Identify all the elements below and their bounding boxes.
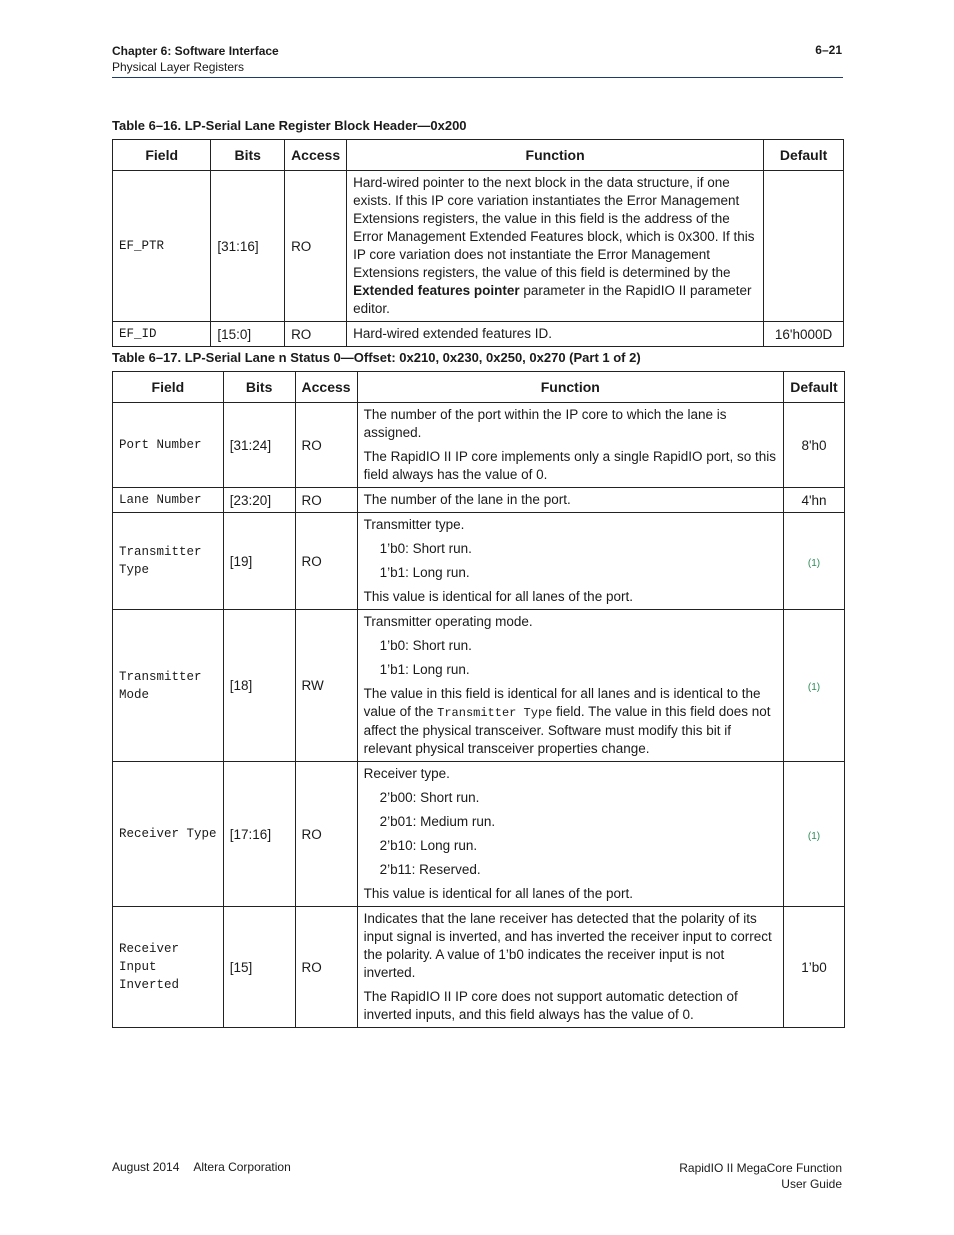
field-name: EF_ID bbox=[113, 322, 211, 347]
bits-cell: [31:16] bbox=[211, 171, 285, 322]
bits-cell: [15] bbox=[223, 907, 295, 1028]
default-cell: 16'h000D bbox=[764, 322, 844, 347]
option-item: 2’b01: Medium run. bbox=[379, 814, 496, 829]
option-item: 2’b11: Reserved. bbox=[379, 862, 481, 877]
field-name: Receiver Type bbox=[113, 762, 224, 907]
function-text bbox=[364, 685, 777, 758]
default-cell bbox=[764, 171, 844, 322]
table-row bbox=[113, 488, 845, 513]
company-name: Altera Corporation bbox=[193, 1160, 291, 1174]
header-rule bbox=[112, 77, 843, 78]
column-header-function: Function bbox=[357, 372, 783, 403]
default-cell bbox=[783, 762, 844, 907]
access-cell: RW bbox=[295, 610, 357, 762]
column-header-field: Field bbox=[113, 372, 224, 403]
field-name: Transmitter Mode bbox=[113, 610, 224, 762]
section-title: Physical Layer Registers bbox=[112, 60, 245, 74]
function-text: parameter in the RapidIO II parameter editor. bbox=[353, 283, 752, 316]
footer-right bbox=[679, 1160, 842, 1192]
table-row bbox=[113, 171, 844, 322]
function-text: The number of the lane in the port. bbox=[363, 492, 571, 507]
table-row bbox=[113, 322, 844, 347]
parameter-name: Extended features pointer bbox=[353, 283, 520, 298]
function-text: Transmitter type. bbox=[363, 517, 465, 532]
table1-caption: Table 6–16. LP-Serial Lane Register Block Header—0x200 bbox=[112, 118, 467, 133]
access-cell: RO bbox=[295, 907, 357, 1028]
footer-left bbox=[112, 1160, 291, 1174]
running-header bbox=[112, 43, 279, 75]
table-row bbox=[113, 907, 845, 1028]
default-cell: 4'hn bbox=[783, 488, 844, 513]
access-cell: RO bbox=[285, 322, 347, 347]
function-text: Hard-wired pointer to the next block in the data structure, if one exists. If this IP core variation instantiates the Error Management Extensions registers, the value in this field is the address of the Error Management Extended Features block, which is 0x300. If this IP core variation does not instantiate the Error Management Extensions registers, the value of this field is determined by the bbox=[353, 175, 755, 280]
option-item: 1’b1: Long run. bbox=[379, 565, 470, 580]
table2-header-row bbox=[113, 372, 845, 403]
default-cell bbox=[783, 513, 844, 610]
function-text: Indicates that the lane receiver has detected that the polarity of its input signal is inverted, and has inverted the receiver input to correct the polarity. A value of 1’b0 indicates the receiver input is not inverted. bbox=[363, 911, 772, 980]
access-cell: RO bbox=[295, 762, 357, 907]
table-row bbox=[113, 610, 845, 762]
table2-caption: Table 6–17. LP-Serial Lane n Status 0—Offset: 0x210, 0x230, 0x250, 0x270 (Part 1 of 2) bbox=[112, 350, 641, 365]
column-header-default: Default bbox=[783, 372, 844, 403]
column-header-field: Field bbox=[113, 140, 211, 171]
column-header-bits: Bits bbox=[211, 140, 285, 171]
footnote-reference[interactable]: (1) bbox=[807, 830, 821, 842]
function-text: Transmitter operating mode. bbox=[363, 614, 533, 629]
publication-date: August 2014 bbox=[112, 1160, 180, 1174]
access-cell: RO bbox=[295, 513, 357, 610]
function-cell: Hard-wired extended features ID. bbox=[347, 322, 764, 347]
function-cell bbox=[357, 488, 783, 513]
bits-cell: [17:16] bbox=[223, 762, 295, 907]
table1 bbox=[112, 139, 844, 347]
option-item: 1’b0: Short run. bbox=[379, 638, 472, 653]
column-header-function: Function bbox=[347, 140, 764, 171]
table-row bbox=[113, 403, 845, 488]
function-cell bbox=[357, 513, 783, 610]
function-text: The number of the port within the IP core to which the lane is assigned. bbox=[363, 407, 727, 440]
function-cell bbox=[357, 403, 783, 488]
footnote-reference[interactable]: (1) bbox=[807, 557, 821, 569]
function-cell bbox=[357, 762, 783, 907]
default-cell: 1’b0 bbox=[783, 907, 844, 1028]
column-header-bits: Bits bbox=[223, 372, 295, 403]
bits-cell: [31:24] bbox=[223, 403, 295, 488]
function-text: field. The value in this field does not affect the physical transceiver. Software must modify this bit if relevant physical transceiver properties change. bbox=[363, 704, 771, 756]
option-item: 2’b10: Long run. bbox=[379, 838, 478, 853]
field-name: Receiver Input Inverted bbox=[113, 907, 224, 1028]
table1-header-row bbox=[113, 140, 844, 171]
field-name: Port Number bbox=[113, 403, 224, 488]
table-row bbox=[113, 513, 845, 610]
default-cell bbox=[783, 610, 844, 762]
column-header-access: Access bbox=[285, 140, 347, 171]
table-row bbox=[113, 762, 845, 907]
field-reference: Transmitter Type bbox=[437, 706, 553, 720]
footnote-reference[interactable]: (1) bbox=[807, 682, 821, 693]
page-number: 6–21 bbox=[815, 43, 842, 57]
function-text: The value in this field is identical for all lanes and is identical to the value of the bbox=[363, 686, 761, 719]
document-subtitle: User Guide bbox=[781, 1177, 842, 1191]
column-header-access: Access bbox=[295, 372, 357, 403]
field-name: EF_PTR bbox=[113, 171, 211, 322]
access-cell: RO bbox=[285, 171, 347, 322]
function-cell bbox=[357, 610, 783, 762]
access-cell: RO bbox=[295, 488, 357, 513]
default-cell: 8'h0 bbox=[783, 403, 844, 488]
function-text: Receiver type. bbox=[363, 766, 450, 781]
function-cell bbox=[357, 907, 783, 1028]
table2 bbox=[112, 371, 845, 1028]
bits-cell: [15:0] bbox=[211, 322, 285, 347]
field-name: Transmitter Type bbox=[113, 513, 224, 610]
function-text: This value is identical for all lanes of the port. bbox=[363, 589, 633, 604]
function-text: The RapidIO II IP core does not support automatic detection of inverted inputs, and this field always has the value of 0. bbox=[363, 989, 738, 1022]
chapter-title: Chapter 6: Software Interface bbox=[112, 44, 279, 58]
bits-cell: [18] bbox=[223, 610, 295, 762]
bits-cell: [23:20] bbox=[223, 488, 295, 513]
function-cell bbox=[347, 171, 764, 322]
option-item: 2’b00: Short run. bbox=[379, 790, 480, 805]
document-title: RapidIO II MegaCore Function bbox=[679, 1161, 842, 1175]
function-text: The RapidIO II IP core implements only a single RapidIO port, so this field always has the value of 0. bbox=[363, 449, 777, 482]
option-item: 1’b0: Short run. bbox=[379, 541, 472, 556]
function-text: This value is identical for all lanes of the port. bbox=[363, 886, 633, 901]
column-header-default: Default bbox=[764, 140, 844, 171]
bits-cell: [19] bbox=[223, 513, 295, 610]
access-cell: RO bbox=[295, 403, 357, 488]
option-item: 1’b1: Long run. bbox=[379, 662, 470, 677]
field-name: Lane Number bbox=[113, 488, 224, 513]
